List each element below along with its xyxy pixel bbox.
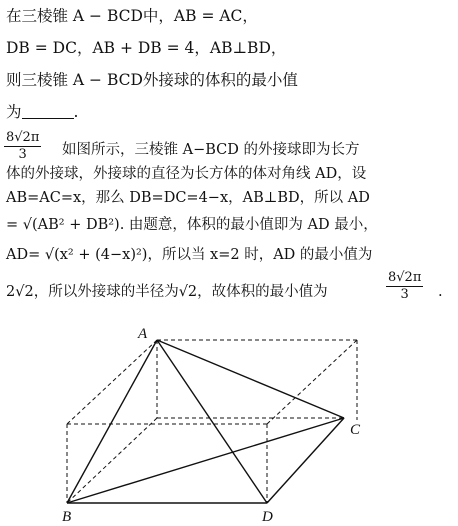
- label-D: D: [262, 509, 273, 525]
- question-prefix: 为: [6, 103, 22, 121]
- question-line-1: 在三棱锥 A − BCD中，AB = AC，: [6, 7, 258, 25]
- label-B: B: [62, 509, 72, 525]
- question-suffix: .: [73, 103, 79, 121]
- label-A: A: [138, 326, 148, 342]
- question-line-3: 则三棱锥 A − BCD外接球的体积的最小值: [6, 71, 298, 89]
- solution-line-2: 体的外接球，外接球的直径为长方体的体对角线 AD，设: [6, 166, 367, 182]
- solution-line-4: = √(AB² + DB²). 由题意，体积的最小值即为 AD 最小，: [6, 217, 378, 233]
- solution-line-6-text: 2√2，所以外接球的半径为√2，故体积的最小值为: [6, 284, 328, 300]
- solution-line-3: AB=AC=x，那么 DB=DC=4−x，AB⊥BD，所以 AD: [6, 190, 370, 206]
- answer-denominator: 3: [18, 147, 27, 162]
- tetrahedron-edges: [67, 340, 344, 503]
- question-line-2: DB = DC，AB + DB = 4，AB⊥BD，: [6, 39, 287, 57]
- label-C: C: [350, 422, 361, 438]
- solution-line-1: 如图所示，三棱锥 A−BCD 的外接球即为长方: [62, 142, 360, 158]
- answer-numerator: 8√2π: [6, 130, 40, 145]
- solution-line-5: AD= √(x² + (4−x)²)，所以当 x=2 时，AD 的最小值为: [6, 247, 373, 263]
- final-denominator: 3: [400, 287, 409, 302]
- final-numerator: 8√2π: [388, 270, 422, 285]
- final-suffix: .: [438, 284, 443, 300]
